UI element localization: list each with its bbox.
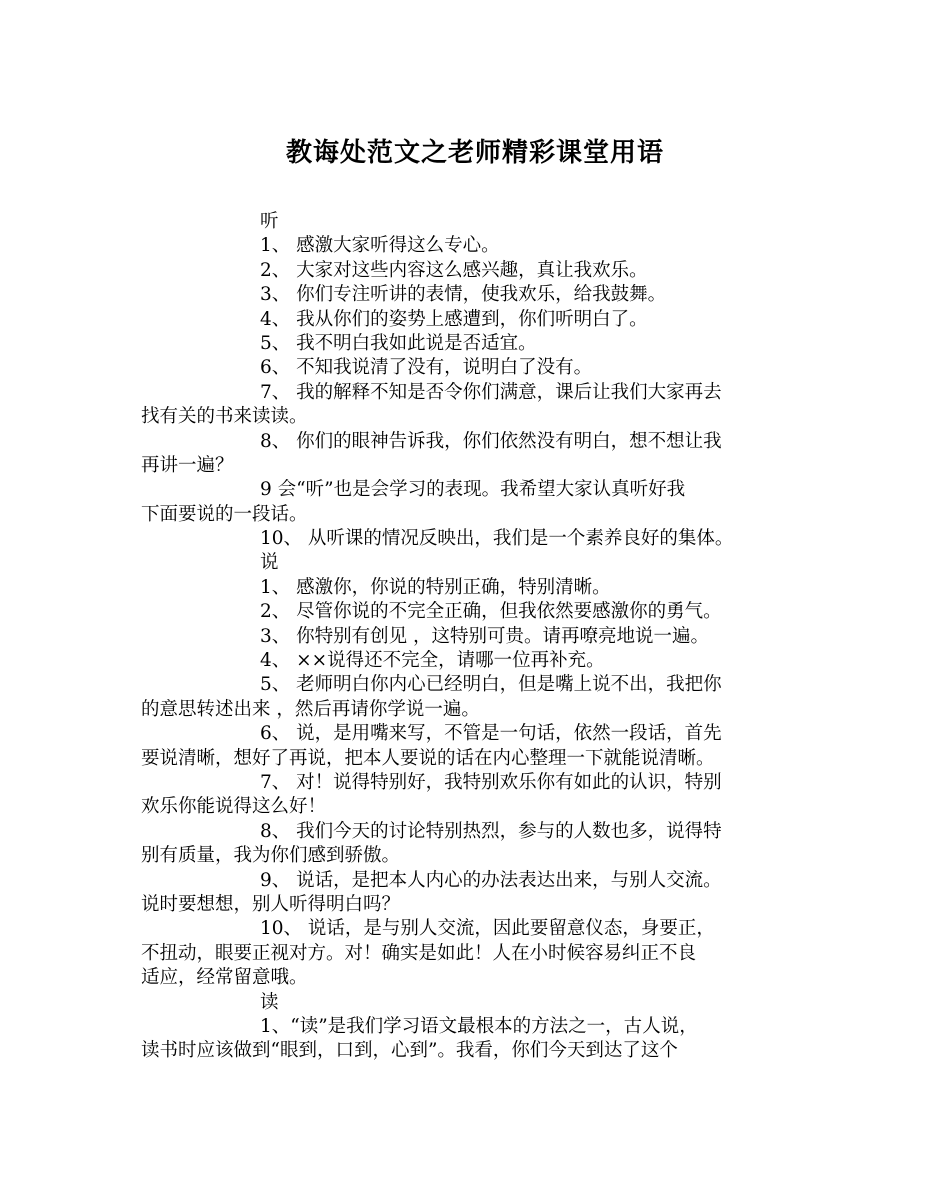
text-line: 10、 说话，是与别人交流，因此要留意仪态，身要正， (260, 918, 715, 940)
text-line: 再讲一遍？ (141, 454, 234, 476)
text-line: 9、 说话，是把本人内心的办法表达出来，与别人交流。 (260, 869, 722, 891)
text-line: 找有关的书来读读。 (141, 406, 308, 428)
text-line: 不扭动，眼要正视对方。对！确实是如此！人在小时候容易纠正不良 (141, 942, 697, 964)
text-line: 6、 说，是用嘴来写，不管是一句话，依然一段话，首先 (260, 723, 722, 745)
text-line: 5、 我不明白我如此说是否适宜。 (260, 332, 537, 354)
text-line: 8、 你们的眼神告诉我，你们依然没有明白，想不想让我 (260, 430, 722, 452)
text-line: 4、 我从你们的姿势上感遭到，你们听明白了。 (260, 308, 648, 330)
text-line: 别有质量，我为你们感到骄傲。 (141, 845, 401, 867)
text-line: 3、 你们专注听讲的表情，使我欢乐，给我鼓舞。 (260, 284, 667, 306)
text-line: 适应，经常留意哦。 (141, 967, 308, 989)
text-line: 1、 感激你，你说的特别正确，特别清晰。 (260, 576, 611, 598)
document-body (141, 210, 813, 1064)
text-line: 9 会“听”也是会学习的表现。我希望大家认真听好我 (260, 479, 686, 501)
text-line: 说 (260, 552, 279, 574)
text-line: 1、“读”是我们学习语文最根本的方法之一，古人说， (260, 1015, 698, 1037)
text-line: 5、 老师明白你内心已经明白，但是嘴上说不出，我把你 (260, 674, 722, 696)
text-line: 8、 我们今天的讨论特别热烈，参与的人数也多，说得特 (260, 820, 722, 842)
text-line: 要说清晰，想好了再说，把本人要说的话在内心整理一下就能说清晰。 (141, 747, 715, 769)
text-line: 读书时应该做到“眼到，口到，心到”。我看，你们今天到达了这个 (141, 1040, 678, 1062)
text-line: 欢乐你能说得这么好！ (141, 796, 327, 818)
text-line: 听 (260, 211, 279, 232)
text-line: 的意思转述出来 ，然后再请你学说一遍。 (141, 698, 480, 720)
text-line: 7、 我的解释不知是否令你们满意，课后让我们大家再去 (260, 381, 722, 403)
text-line: 2、 尽管你说的不完全正确，但我依然要感激你的勇气。 (260, 601, 722, 623)
text-line: 10、 从听课的情况反映出，我们是一个素养良好的集体。 (260, 528, 734, 550)
text-line: 4、 ××说得还不完全，请哪一位再补充。 (260, 650, 605, 672)
text-line: 6、 不知我说清了没有，说明白了没有。 (260, 357, 593, 379)
text-line: 7、 对！说得特别好，我特别欢乐你有如此的认识，特别 (260, 771, 722, 793)
text-line: 1、 感激大家听得这么专心。 (260, 235, 500, 257)
text-line: 2、 大家对这些内容这么感兴趣，真让我欢乐。 (260, 259, 648, 281)
text-line: 读 (260, 991, 279, 1013)
text-line: 下面要说的一段话。 (141, 503, 308, 525)
text-line: 说时要想想，别人听得明白吗？ (141, 893, 401, 915)
text-line: 3、 你特别有创见 ，这特别可贵。请再嘹亮地说一遍。 (260, 625, 710, 647)
document-title: 教诲处范文之老师精彩课堂用语 (285, 138, 664, 168)
